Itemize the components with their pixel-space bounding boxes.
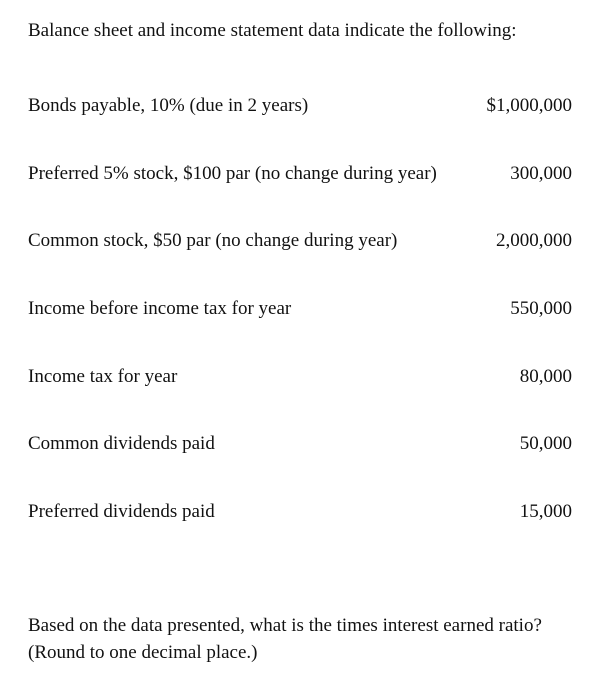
data-row-income-tax bbox=[28, 348, 572, 404]
row-label: Preferred 5% stock, $100 par (no change during year) bbox=[28, 162, 437, 184]
data-row-bonds-payable bbox=[28, 77, 572, 133]
data-row-income-before-tax bbox=[28, 280, 572, 336]
row-amount: 80,000 bbox=[519, 365, 572, 387]
row-amount: 2,000,000 bbox=[496, 229, 572, 251]
row-label: Bonds payable, 10% (due in 2 years) bbox=[28, 94, 309, 116]
row-label: Common stock, $50 par (no change during year) bbox=[28, 229, 398, 251]
data-row-common-dividends bbox=[28, 415, 572, 471]
row-amount: 15,000 bbox=[519, 500, 572, 522]
row-label: Preferred dividends paid bbox=[28, 500, 215, 522]
row-label: Common dividends paid bbox=[28, 432, 215, 454]
row-amount: 550,000 bbox=[510, 297, 572, 319]
heading: Balance sheet and income statement data indicate the following: bbox=[28, 20, 517, 41]
question-text: Based on the data presented, what is the times interest earned ratio? (Round to one decimal place.) bbox=[28, 615, 542, 663]
row-amount: 50,000 bbox=[519, 432, 572, 454]
data-row-preferred-dividends bbox=[28, 483, 572, 539]
row-amount: $1,000,000 bbox=[486, 94, 572, 116]
row-label: Income before income tax for year bbox=[28, 297, 292, 319]
data-row-preferred-stock bbox=[28, 145, 572, 201]
data-row-common-stock bbox=[28, 212, 572, 268]
row-amount: 300,000 bbox=[510, 162, 572, 184]
row-label: Income tax for year bbox=[28, 365, 178, 387]
